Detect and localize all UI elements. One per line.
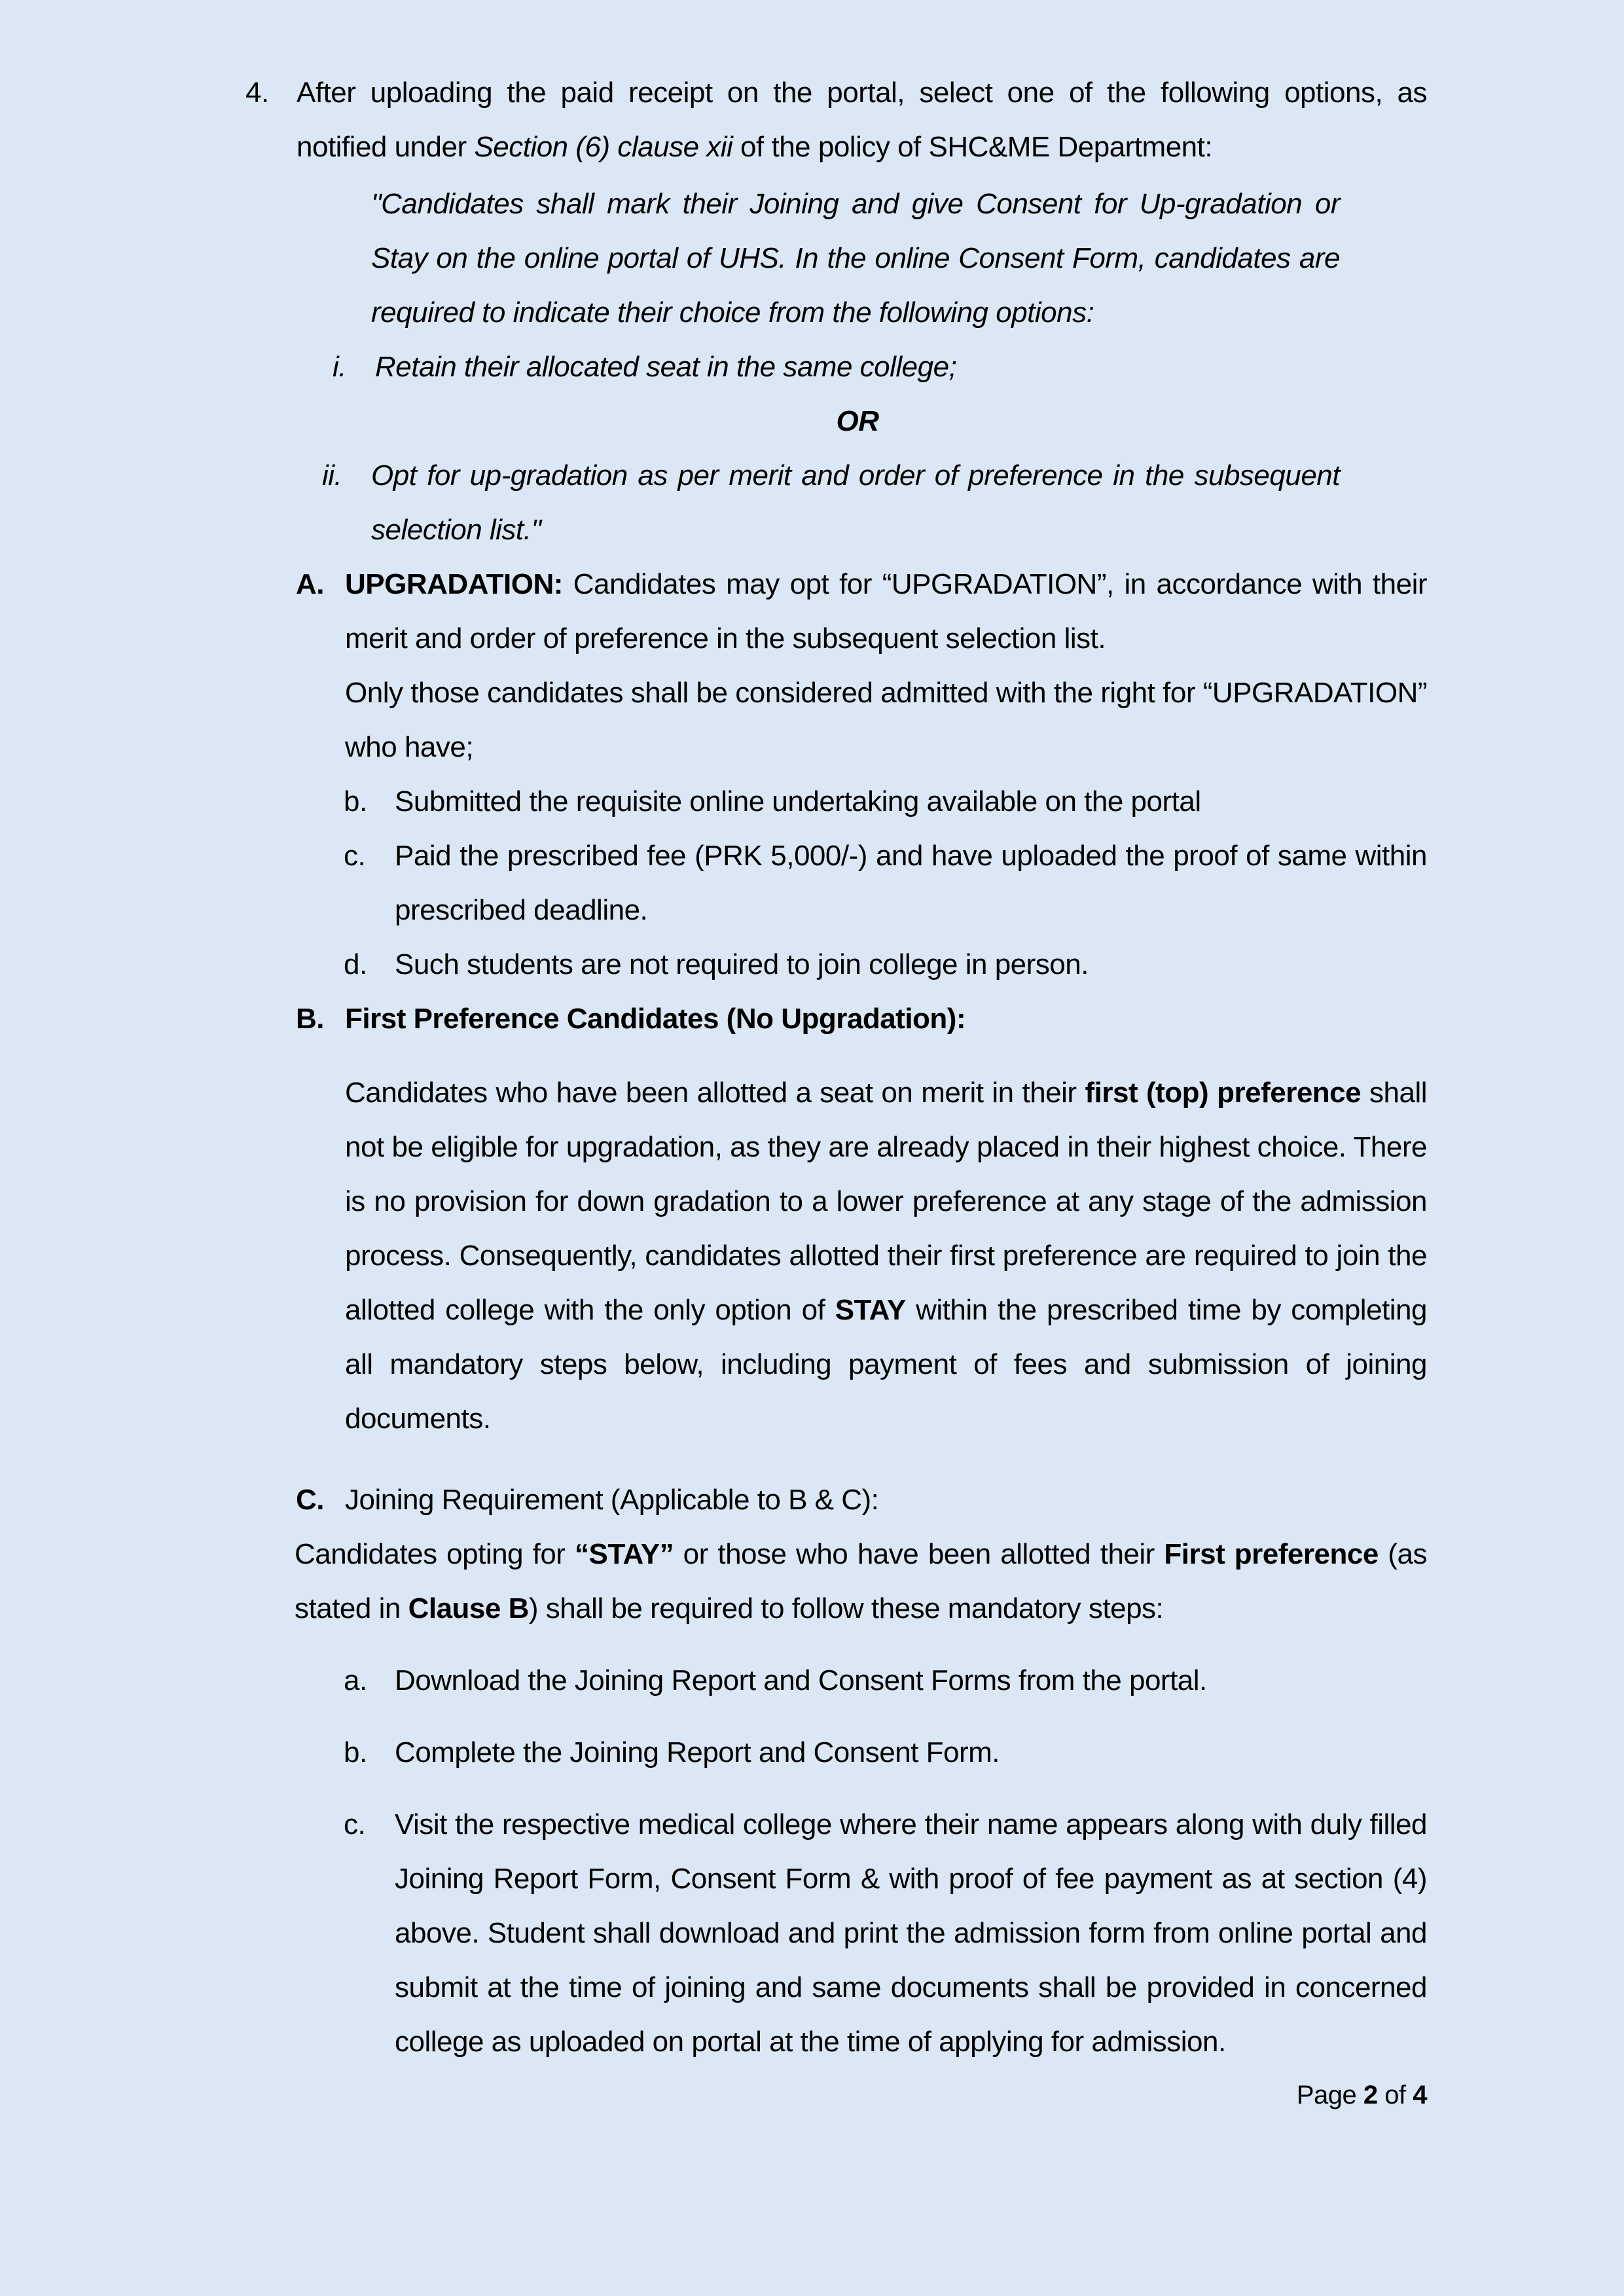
item4-text bbox=[297, 65, 1427, 174]
section-a-marker: A. bbox=[296, 568, 324, 600]
section-c-intro bbox=[295, 1527, 1427, 1636]
section-c-item-a-marker: a. bbox=[344, 1664, 367, 1696]
section-a-item-d bbox=[344, 937, 1427, 992]
section-b-bold-stay: STAY bbox=[835, 1294, 906, 1326]
section-a-item-d-text: Such students are not required to join college in person. bbox=[395, 948, 1089, 980]
section-b-marker: B. bbox=[296, 1003, 324, 1035]
footer-page-number: 2 bbox=[1363, 2081, 1378, 2109]
section-c-item-a-text: Download the Joining Report and Consent Forms from the portal. bbox=[395, 1664, 1207, 1696]
section-c-item-b-marker: b. bbox=[344, 1736, 367, 1768]
section-a-text bbox=[345, 557, 1427, 666]
item4-number: 4. bbox=[245, 77, 269, 109]
option-i-marker: i. bbox=[333, 351, 346, 383]
item4-policy-reference: Section (6) clause xii bbox=[474, 131, 733, 163]
option-ii bbox=[322, 448, 1340, 557]
section-b-body-part1: Candidates who have been allotted a seat on merit in their bbox=[345, 1077, 1085, 1109]
option-i-text: Retain their allocated seat in the same college; bbox=[375, 351, 957, 383]
page-footer bbox=[0, 2075, 1427, 2115]
section-a-item-d-marker: d. bbox=[344, 948, 367, 980]
section-c-item-b bbox=[344, 1725, 1427, 1780]
section-a-item-b-marker: b. bbox=[344, 785, 367, 817]
section-item-4 bbox=[0, 65, 1624, 557]
option-i bbox=[333, 340, 1340, 394]
section-c-heading bbox=[296, 1473, 1427, 1527]
section-a-item-c-text: Paid the prescribed fee (PRK 5,000/-) and have uploaded the proof of same within prescribed deadline. bbox=[395, 840, 1427, 926]
section-c-title: Joining Requirement (Applicable to B & C): bbox=[345, 1484, 879, 1516]
section-c-item-c-text: Visit the respective medical college where their name appears along with duly filled Joining Report Form, Consent Form & with proof of fee payment as at section (4) above. Student shall download and print the admission form from online portal and submit at the time of joining and same documents shall be provided in concerned college as uploaded on portal at the time of applying for admission. bbox=[395, 1808, 1427, 2058]
section-a-paragraph2: Only those candidates shall be considered admitted with the right for “UPGRADATION” who have; bbox=[345, 677, 1427, 763]
section-c-bold-stay: “STAY” bbox=[575, 1538, 674, 1570]
section-a-upgradation bbox=[0, 557, 1624, 992]
item4-paragraph bbox=[245, 65, 1427, 174]
section-c-intro-part1: Candidates opting for bbox=[295, 1538, 575, 1570]
item4-text-part1: After uploading the paid receipt on the portal, select one of the following options, as notified under bbox=[297, 77, 1427, 163]
section-c-intro-part3: (as stated in bbox=[295, 1538, 1428, 1624]
section-a-paragraph bbox=[296, 557, 1427, 666]
section-a-item-c bbox=[344, 829, 1427, 937]
footer-total-pages: 4 bbox=[1413, 2081, 1427, 2109]
section-c-item-c-marker: c. bbox=[344, 1808, 366, 1840]
section-c-item-c bbox=[344, 1797, 1427, 2069]
section-b-first-preference bbox=[0, 992, 1624, 1446]
section-a-body: Candidates may opt for “UPGRADATION”, in accordance with their merit and order of preference in the subsequent selection list. bbox=[345, 568, 1427, 655]
section-b-bold-first-preference: first (top) preference bbox=[1085, 1077, 1362, 1109]
section-b-body bbox=[345, 1066, 1427, 1446]
footer-page-word: Page bbox=[1296, 2081, 1363, 2109]
option-ii-text: Opt for up-gradation as per merit and order of preference in the subsequent selection list." bbox=[371, 459, 1340, 546]
section-b-body-part3: within the prescribed time by completing all mandatory steps below, including payment of fees and submission of joining documents. bbox=[345, 1294, 1427, 1435]
section-c-bold-clause-b: Clause B bbox=[408, 1592, 529, 1624]
section-a-item-b-text: Submitted the requisite online undertaking available on the portal bbox=[395, 785, 1201, 817]
section-c-item-a bbox=[344, 1653, 1427, 1708]
section-c-intro-part4: ) shall be required to follow these mandatory steps: bbox=[528, 1592, 1164, 1624]
section-a-item-b bbox=[344, 774, 1427, 829]
section-b-title: First Preference Candidates (No Upgradation): bbox=[345, 1003, 966, 1035]
section-b-heading bbox=[296, 992, 1427, 1046]
policy-quote-text: "Candidates shall mark their Joining and give Consent for Up-gradation or Stay on the online portal of UHS. In the online Consent Form, candidates are required to indicate their choice from the following options: bbox=[371, 188, 1340, 329]
section-c-bold-first-preference: First preference bbox=[1164, 1538, 1379, 1570]
footer-of-word: of bbox=[1377, 2081, 1413, 2109]
section-b-body-part2: shall not be eligible for upgradation, as they are already placed in their highest choice. There is no provision for down gradation to a lower preference at any stage of the admission process. Consequently, candidates allotted their first preference are required to join the allotted college with the only option of bbox=[345, 1077, 1427, 1326]
section-a-title: UPGRADATION: bbox=[345, 568, 563, 600]
or-separator: OR bbox=[836, 405, 879, 437]
section-c-item-b-text: Complete the Joining Report and Consent Form. bbox=[395, 1736, 1000, 1768]
section-c-marker: C. bbox=[296, 1484, 324, 1516]
section-a-item-c-marker: c. bbox=[344, 840, 366, 872]
section-c-joining-requirement bbox=[0, 1473, 1624, 2069]
option-ii-marker: ii. bbox=[322, 459, 342, 492]
section-c-intro-part2: or those who have been allotted their bbox=[674, 1538, 1164, 1570]
item4-text-part2: of the policy of SHC&ME Department: bbox=[732, 131, 1213, 163]
